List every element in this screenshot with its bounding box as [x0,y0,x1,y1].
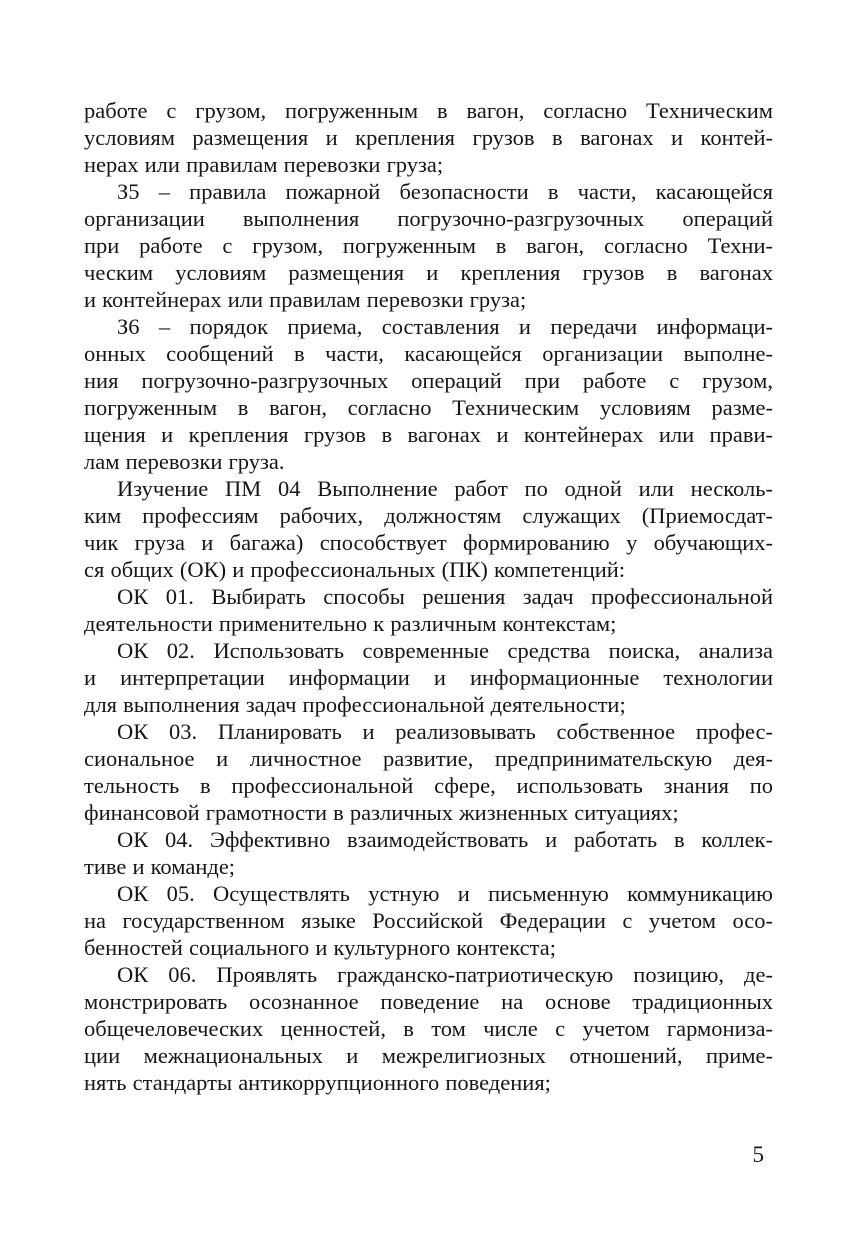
text-line: щения и крепления грузов в вагонах и контейнерах или прави- [84,422,773,447]
text-line: на государственном языке Российской Федерации с учетом осо- [84,908,773,933]
text-line: онных сообщений в части, касающейся организации выполне- [84,341,773,366]
text-line: нять стандарты антикоррупционного поведения; [84,1070,551,1095]
item-ok06 [84,961,773,1096]
text-line: работе с грузом, погруженным в вагон, согласно Техническим [84,98,773,123]
item-ok03 [84,718,773,826]
text-line: финансовой грамотности в различных жизненных ситуациях; [84,800,679,825]
text-line: организации выполнения погрузочно-разгрузочных операций [84,206,773,231]
text-line: деятельности применительно к различным контекстам; [84,611,617,636]
text-line: ОК 05. Осуществлять устную и письменную коммуникацию [117,881,773,906]
text-line: ОК 06. Проявлять гражданско-патриотическую позицию, де- [117,962,773,987]
page-number: 5 [752,1142,764,1167]
text-line: тиве и команде; [84,854,236,879]
text-line: погруженным в вагон, согласно Техническим условиям разме- [84,395,773,420]
text-line: сиональное и личностное развитие, предпринимательскую дея- [84,746,773,771]
item-z6 [84,313,773,475]
text-line: ся общих (ОК) и профессиональных (ПК) компетенций: [84,557,626,582]
text-line: чик груза и багажа) способствует формированию у обучающих- [84,530,773,555]
text-line: условиям размещения и крепления грузов в вагонах и контей- [84,125,773,150]
text-line: ОК 03. Планировать и реализовывать собственное профес- [117,719,773,744]
text-line: бенностей социального и культурного контекста; [84,935,556,960]
paragraph-pm04-intro [84,475,773,583]
text-line: Изучение ПМ 04 Выполнение работ по одной или несколь- [117,476,773,501]
text-line: и контейнерах или правилам перевозки груза; [84,287,527,312]
text-line: нерах или правилам перевозки груза; [84,152,444,177]
text-line: монстрировать осознанное поведение на основе традиционных [84,989,773,1014]
text-line: ОК 01. Выбирать способы решения задач профессиональной [117,584,773,609]
text-line: З6 – порядок приема, составления и передачи информаци- [117,314,773,339]
item-ok04 [84,826,773,880]
text-line: ким профессиям рабочих, должностям служащих (Приемосдат- [84,503,773,528]
text-line: и интерпретации информации и информационные технологии [84,665,773,690]
body-text-block [84,97,773,1096]
text-line: для выполнения задач профессиональной деятельности; [84,692,626,717]
item-ok05 [84,880,773,961]
text-line: тельность в профессиональной сфере, использовать знания по [84,773,773,798]
text-line: при работе с грузом, погруженным в вагон, согласно Техни- [84,233,773,258]
text-line: ния погрузочно-разгрузочных операций при работе с грузом, [84,368,773,393]
text-line: З5 – правила пожарной безопасности в части, касающейся [117,179,773,204]
item-z5 [84,178,773,313]
text-line: лам перевозки груза. [84,449,285,474]
text-line: ции межнациональных и межрелигиозных отношений, приме- [84,1043,773,1068]
paragraph-continuation [84,97,773,178]
item-ok01 [84,583,773,637]
text-line: ОК 02. Использовать современные средства поиска, анализа [117,638,773,663]
text-line: ОК 04. Эффективно взаимодействовать и работать в коллек- [117,827,773,852]
text-line: общечеловеческих ценностей, в том числе с учетом гармониза- [84,1016,773,1041]
item-ok02 [84,637,773,718]
text-line: ческим условиям размещения и крепления грузов в вагонах [84,260,773,285]
